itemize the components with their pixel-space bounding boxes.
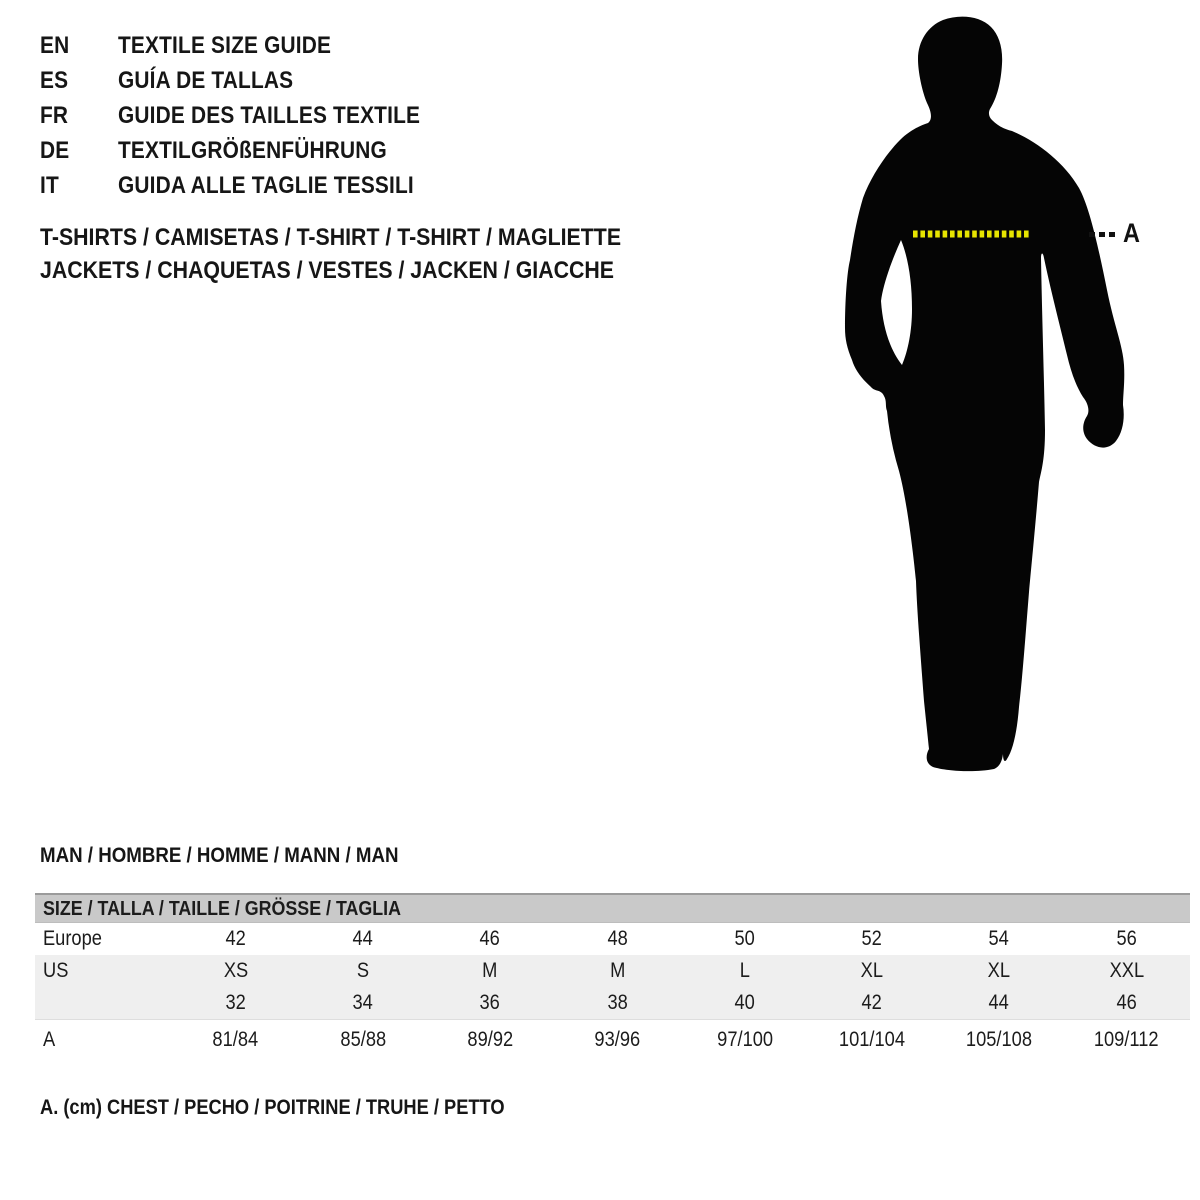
cell: 89/92 [467, 1028, 513, 1051]
cell: 44 [352, 927, 374, 950]
cell: 38 [607, 991, 628, 1014]
cell: M [609, 959, 625, 982]
language-code: EN [40, 31, 70, 59]
category-line-jackets: JACKETS / CHAQUETAS / VESTES / JACKEN / GIACCHE [40, 256, 615, 284]
size-table-header-label: SIZE / TALLA / TAILLE / GRÖSSE / TAGLIA [43, 896, 402, 920]
table-row-us [35, 955, 1190, 987]
cell: 32 [225, 991, 246, 1014]
language-code: DE [40, 136, 70, 164]
language-title: TEXTILE SIZE GUIDE [118, 31, 332, 59]
category-lines [40, 221, 708, 287]
cell: 48 [607, 927, 628, 950]
man-silhouette-body [845, 17, 1124, 772]
language-row [40, 63, 465, 98]
cell: 42 [225, 927, 246, 950]
cell: 109/112 [1094, 1028, 1159, 1051]
cell: 50 [734, 927, 755, 950]
row-label: A [43, 1028, 56, 1051]
language-title: GUIDA ALLE TAGLIE TESSILI [118, 171, 414, 199]
row-label: Europe [43, 927, 102, 950]
cell: 44 [988, 991, 1010, 1014]
cell: S [356, 959, 369, 982]
cell: 52 [861, 927, 883, 950]
size-table [35, 893, 1190, 1060]
cell: 46 [479, 927, 501, 950]
cell: 42 [861, 991, 883, 1014]
language-code: IT [40, 171, 59, 199]
table-row-chest [35, 1020, 1190, 1060]
cell: XS [223, 959, 248, 982]
cell: XL [860, 959, 884, 982]
language-title: GUÍA DE TALLAS [118, 66, 294, 94]
language-row [40, 98, 465, 133]
language-row [40, 28, 465, 63]
cell: 85/88 [340, 1028, 386, 1051]
man-silhouette [838, 10, 1130, 785]
language-code: ES [40, 66, 69, 94]
category-line-tshirts: T-SHIRTS / CAMISETAS / T-SHIRT / T-SHIRT / MAGLIETTE [40, 223, 622, 251]
language-row [40, 133, 465, 168]
language-row [40, 168, 465, 203]
table-row-uk [35, 987, 1190, 1020]
language-title: TEXTILGRÖßENFÜHRUNG [118, 136, 387, 164]
cell: 105/108 [966, 1028, 1033, 1051]
section-title: MAN / HOMBRE / HOMME / MANN / MAN [40, 843, 399, 867]
cell: 101/104 [838, 1028, 905, 1051]
cell: 36 [479, 991, 501, 1014]
cell: 56 [1116, 927, 1137, 950]
size-table-header [35, 893, 1190, 923]
cell: 54 [988, 927, 1010, 950]
table-row-europe [35, 923, 1190, 955]
cell: 34 [352, 991, 374, 1014]
cell: 93/96 [594, 1028, 641, 1051]
cell: 40 [734, 991, 755, 1014]
cell: XL [987, 959, 1011, 982]
language-title: GUIDE DES TAILLES TEXTILE [118, 101, 421, 129]
cell: XXL [1109, 959, 1144, 982]
cell: 97/100 [716, 1028, 773, 1051]
measure-callout-dash [1089, 232, 1118, 237]
cell: 46 [1116, 991, 1137, 1014]
cell: L [739, 959, 750, 982]
language-code: FR [40, 101, 69, 129]
measure-label-a: A [1123, 218, 1140, 248]
cell: 81/84 [212, 1028, 259, 1051]
cell: M [482, 959, 498, 982]
measurement-footnote: A. (cm) CHEST / PECHO / POITRINE / TRUHE / PETTO [40, 1096, 505, 1119]
row-label: US [43, 959, 69, 982]
language-list [40, 28, 465, 203]
